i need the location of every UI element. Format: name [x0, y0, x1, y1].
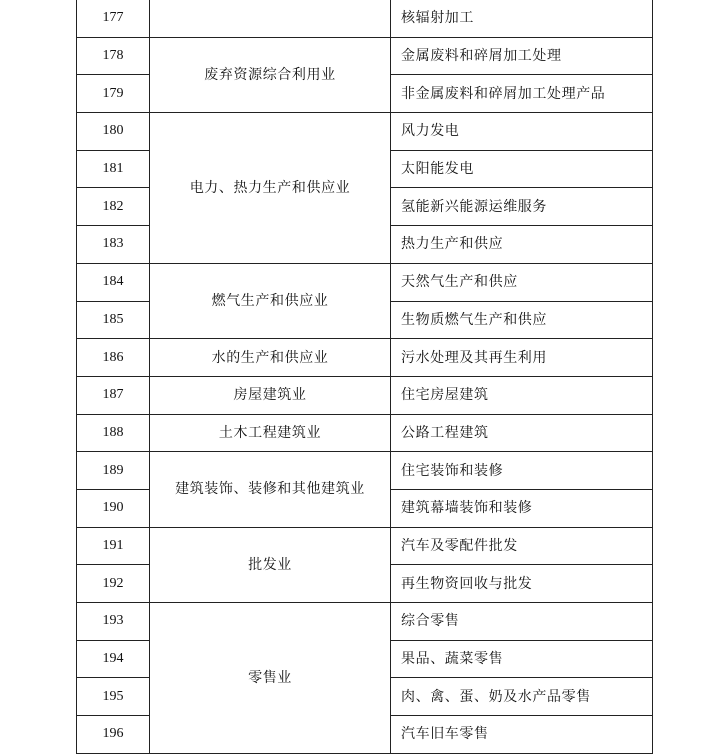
- row-number: 187: [77, 376, 150, 414]
- category-cell: 燃气生产和供应业: [150, 263, 391, 338]
- subcategory-cell: 金属废料和碎屑加工处理: [391, 37, 653, 75]
- row-number: 195: [77, 678, 150, 716]
- subcategory-cell: 风力发电: [391, 113, 653, 151]
- category-cell: 批发业: [150, 527, 391, 602]
- row-number: 177: [77, 0, 150, 37]
- subcategory-cell: 天然气生产和供应: [391, 263, 653, 301]
- subcategory-cell: 住宅房屋建筑: [391, 376, 653, 414]
- subcategory-cell: 热力生产和供应: [391, 226, 653, 264]
- table-row: [77, 376, 653, 414]
- row-number: 178: [77, 37, 150, 75]
- subcategory-cell: 住宅装饰和装修: [391, 452, 653, 490]
- table-row: [77, 37, 653, 75]
- industry-table: [76, 0, 653, 754]
- subcategory-cell: 汽车及零配件批发: [391, 527, 653, 565]
- row-number: 185: [77, 301, 150, 339]
- row-number: 192: [77, 565, 150, 603]
- category-cell: 建筑装饰、装修和其他建筑业: [150, 452, 391, 527]
- row-number: 189: [77, 452, 150, 490]
- subcategory-cell: 果品、蔬菜零售: [391, 640, 653, 678]
- table-row: [77, 339, 653, 377]
- category-cell: 电力、热力生产和供应业: [150, 113, 391, 264]
- table-row: [77, 113, 653, 151]
- row-number: 186: [77, 339, 150, 377]
- subcategory-cell: 综合零售: [391, 603, 653, 641]
- category-cell: [150, 0, 391, 37]
- table-row: [77, 527, 653, 565]
- row-number: 183: [77, 226, 150, 264]
- category-cell: 土木工程建筑业: [150, 414, 391, 452]
- subcategory-cell: 非金属废料和碎屑加工处理产品: [391, 75, 653, 113]
- row-number: 181: [77, 150, 150, 188]
- row-number: 180: [77, 113, 150, 151]
- row-number: 194: [77, 640, 150, 678]
- category-cell: 水的生产和供应业: [150, 339, 391, 377]
- subcategory-cell: 建筑幕墙装饰和装修: [391, 489, 653, 527]
- subcategory-cell: 污水处理及其再生利用: [391, 339, 653, 377]
- category-cell: 废弃资源综合利用业: [150, 37, 391, 112]
- table-row: [77, 0, 653, 37]
- subcategory-cell: 生物质燃气生产和供应: [391, 301, 653, 339]
- row-number: 188: [77, 414, 150, 452]
- row-number: 184: [77, 263, 150, 301]
- row-number: 190: [77, 489, 150, 527]
- category-cell: 零售业: [150, 603, 391, 754]
- subcategory-cell: 太阳能发电: [391, 150, 653, 188]
- table-row: [77, 414, 653, 452]
- row-number: 182: [77, 188, 150, 226]
- table-row: [77, 603, 653, 641]
- subcategory-cell: 肉、禽、蛋、奶及水产品零售: [391, 678, 653, 716]
- subcategory-cell: 核辐射加工: [391, 0, 653, 37]
- subcategory-cell: 氢能新兴能源运维服务: [391, 188, 653, 226]
- subcategory-cell: 再生物资回收与批发: [391, 565, 653, 603]
- table-row: [77, 263, 653, 301]
- subcategory-cell: 汽车旧车零售: [391, 716, 653, 754]
- row-number: 193: [77, 603, 150, 641]
- category-cell: 房屋建筑业: [150, 376, 391, 414]
- table-row: [77, 452, 653, 490]
- row-number: 179: [77, 75, 150, 113]
- row-number: 191: [77, 527, 150, 565]
- row-number: 196: [77, 716, 150, 754]
- subcategory-cell: 公路工程建筑: [391, 414, 653, 452]
